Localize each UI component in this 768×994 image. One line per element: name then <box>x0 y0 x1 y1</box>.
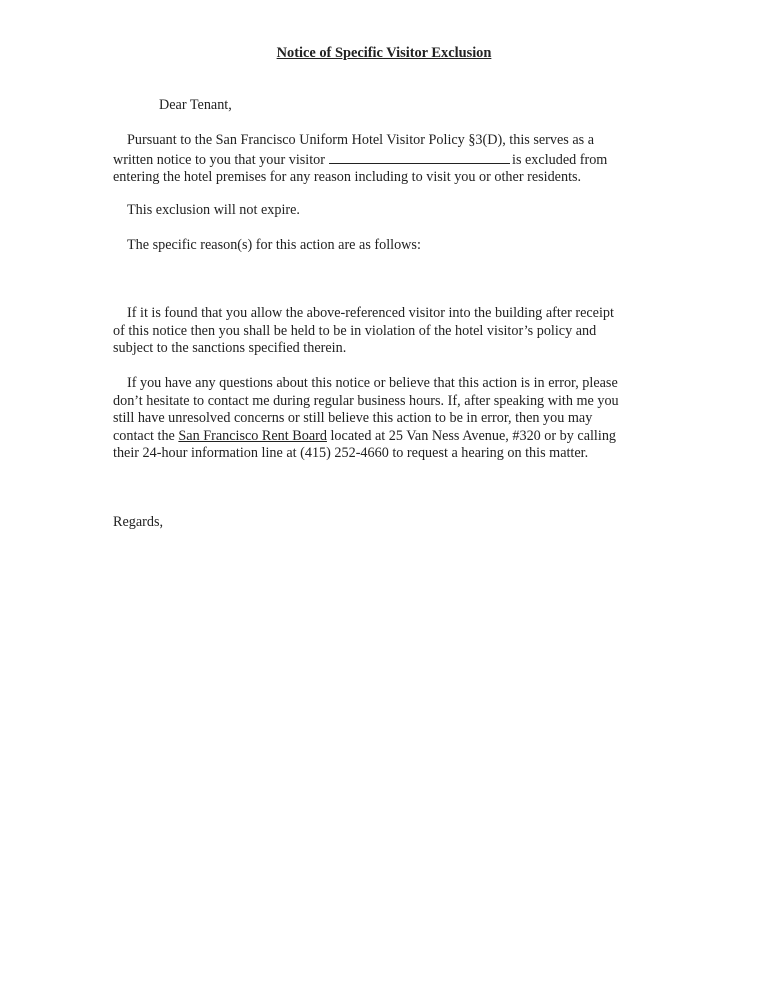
text-line: entering the hotel premises for any reason including to visit you or other residents. <box>113 169 582 185</box>
text-line: still have unresolved concerns or still believe this action to be in error, then you may <box>113 410 593 426</box>
paragraph-policy-notice <box>113 132 661 187</box>
text-line <box>113 150 661 170</box>
text-line: don’t hesitate to contact me during regular business hours. If, after speaking with me you <box>113 392 619 409</box>
paragraph-expiry <box>113 202 661 220</box>
text-line: The specific reason(s) for this action are as follows: <box>127 237 421 253</box>
text-line: of this notice then you shall be held to be in violation of the hotel visitor’s policy and <box>113 322 597 339</box>
text-segment: is excluded from <box>512 151 608 168</box>
visitor-name-blank <box>329 150 510 164</box>
text-segment: located at 25 Van Ness Avenue, #320 or by calling <box>330 427 617 444</box>
text-line: If you have any questions about this notice or believe that this action is in error, please <box>127 375 618 391</box>
text-line: subject to the sanctions specified therein. <box>113 340 347 356</box>
text-line: This exclusion will not expire. <box>127 202 300 218</box>
closing <box>113 514 661 532</box>
closing-text: Regards, <box>113 514 164 530</box>
rent-board-link[interactable]: San Francisco Rent Board <box>178 427 327 444</box>
paragraph-contact <box>113 375 661 463</box>
text-line: If it is found that you allow the above-referenced visitor into the building after receipt <box>127 305 614 321</box>
text-line: Pursuant to the San Francisco Uniform Hotel Visitor Policy §3(D), this serves as a <box>127 132 595 148</box>
paragraph-reasons <box>113 237 661 255</box>
salutation: Dear Tenant, <box>159 97 232 113</box>
page-title: Notice of Specific Visitor Exclusion <box>276 45 492 61</box>
paragraph-violation <box>113 305 661 358</box>
text-segment: written notice to you that your visitor <box>113 151 325 168</box>
text-line: their 24-hour information line at (415) 252-4660 to request a hearing on this matter. <box>113 445 589 461</box>
text-line <box>113 428 661 446</box>
text-segment: contact the <box>113 427 175 444</box>
